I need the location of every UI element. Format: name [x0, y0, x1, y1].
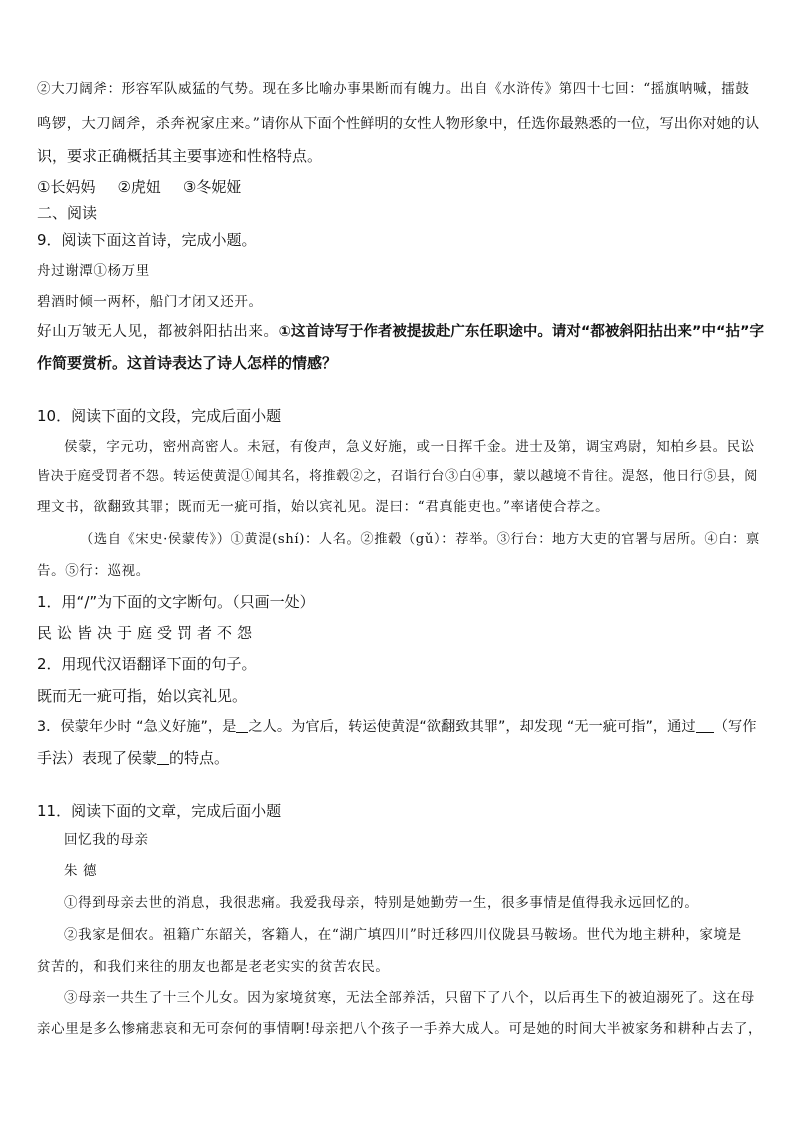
q11-author: 朱 德: [64, 863, 98, 879]
answer-blank-1[interactable]: [236, 718, 248, 733]
answer-blank-2[interactable]: [696, 718, 714, 733]
q11-title: 回忆我的母亲: [64, 832, 149, 848]
q10-sub1: 1．用“/”为下面的文字断句。（只画一处）: [37, 593, 315, 611]
q8-note-quote-end: 鸣锣，大刀阔斧，杀奔祝家庄来。”: [37, 116, 261, 132]
q9-prompt: 9．阅读下面这首诗，完成小题。: [37, 231, 257, 249]
q10-sub3-part-b: 之人。为官后，转运使黄湜“欲翻致其罪”，却发现 “无一疵可指”，通过: [248, 719, 696, 735]
q9-question-part2: 作简要赏析。这首诗表达了诗人怎样的情感？: [37, 354, 338, 372]
q9-poem-line1: 碧酒时倾一两杯，船门才闭又还开。: [37, 294, 263, 310]
q9-poem-line2-text: 好山万皱无人见，都被斜阳拈出来。: [37, 324, 279, 340]
q10-passage-line1: 侯蒙，字元功，密州高密人。未冠，有俊声，急义好施，或一日挥千金。进士及第，调宝鸡尉，知柏乡县。民讼: [64, 439, 755, 455]
q10-sub2: 2．用现代汉语翻译下面的句子。: [37, 655, 257, 673]
q8-options: [37, 177, 241, 197]
q11-paragraph2-line1: ②我家是佃农。祖籍广东韶关，客籍人，在“湖广填四川”时迁移四川仪陇县马鞍场。世代为地主耕种，家境是: [64, 927, 742, 943]
q8-note-line2: [37, 114, 759, 134]
q10-sub1-text: 民讼皆决于庭受罚者不怨: [37, 624, 258, 642]
q10-prompt: 10．阅读下面的文段，完成后面小题: [37, 407, 282, 425]
q11-paragraph3-line2: 亲心里是多么惨痛悲哀和无可奈何的事情啊!母亲把八个孩子一手养大成人。可是她的时间大半被家务和耕种占去了，: [37, 1021, 763, 1037]
q11-paragraph2-line2: 贫苦的，和我们来往的朋友也都是老老实实的贫苦农民。: [37, 959, 390, 975]
q11-paragraph3-line1: ③母亲一共生了十三个儿女。因为家境贫寒，无法全部养活，只留下了八个，以后再生下的被迫溺死了。这在母: [64, 990, 755, 1006]
q10-sub3-line2-b: 的特点。: [169, 749, 230, 767]
q9-poem-title: 舟过谢潭①杨万里: [37, 263, 150, 279]
q8-option-1: ①长妈妈: [37, 178, 96, 196]
q10-notes-line2: 告。⑤行：巡视。: [37, 563, 150, 579]
q10-sub3-line1: [37, 717, 756, 737]
q10-sub3-part-a: 3．侯蒙年少时 “急义好施”，是: [37, 719, 237, 735]
q10-passage-line3: 理文书，欲翻致其罪；既而无一疵可指，始以宾礼见。湜曰：“君真能吏也。”率诸使合荐之。: [37, 499, 610, 515]
section-heading: 二、阅读: [37, 204, 98, 222]
q10-sub3-line2: [37, 748, 229, 768]
q8-option-3: ③冬妮娅: [182, 178, 242, 196]
q9-poem-line2: [37, 322, 764, 342]
q8-note-line1: ②大刀阔斧：形容军队威猛的气势。现在多比喻办事果断而有魄力。出自《水浒传》第四十七回：“摇旗呐喊，擂鼓: [37, 81, 750, 97]
q10-sub2-text: 既而无一疵可指，始以宾礼见。: [37, 687, 248, 705]
q9-question-part1: ①这首诗写于作者被提拔赴广东任职途中。请对“都被斜阳拈出来”中“拈”字: [278, 324, 765, 340]
q10-sub3-part-c: （写作: [713, 719, 757, 735]
q8-question-start: 请你从下面个性鲜明的女性人物形象中，任选你最熟悉的一位，写出你对她的认: [260, 116, 760, 132]
q10-sub3-line2-a: 手法）表现了侯蒙: [37, 749, 158, 767]
q8-option-2: ②虎妞: [117, 178, 161, 196]
answer-blank-3[interactable]: [157, 750, 169, 765]
q10-notes-line1: （选自《宋史·侯蒙传》）①黄湜(shí)：人名。②推毂（gǔ）：荐举。③行台：地方大吏的官署与居所。④白：禀: [80, 532, 760, 547]
q11-prompt: 11．阅读下面的文章，完成后面小题: [37, 802, 282, 820]
q11-paragraph1: ①得到母亲去世的消息，我很悲痛。我爱我母亲，特别是她勤劳一生，很多事情是值得我永远回忆的。: [64, 895, 699, 911]
q10-passage-line2: 皆决于庭受罚者不怨。转运使黄湜①闻其名，将推毂②之，召诣行台③白④事，蒙以越境不肯往。湜怒，他日行⑤县，阅: [37, 469, 758, 484]
q8-question-end: 识，要求正确概括其主要事迹和性格特点。: [37, 147, 323, 165]
